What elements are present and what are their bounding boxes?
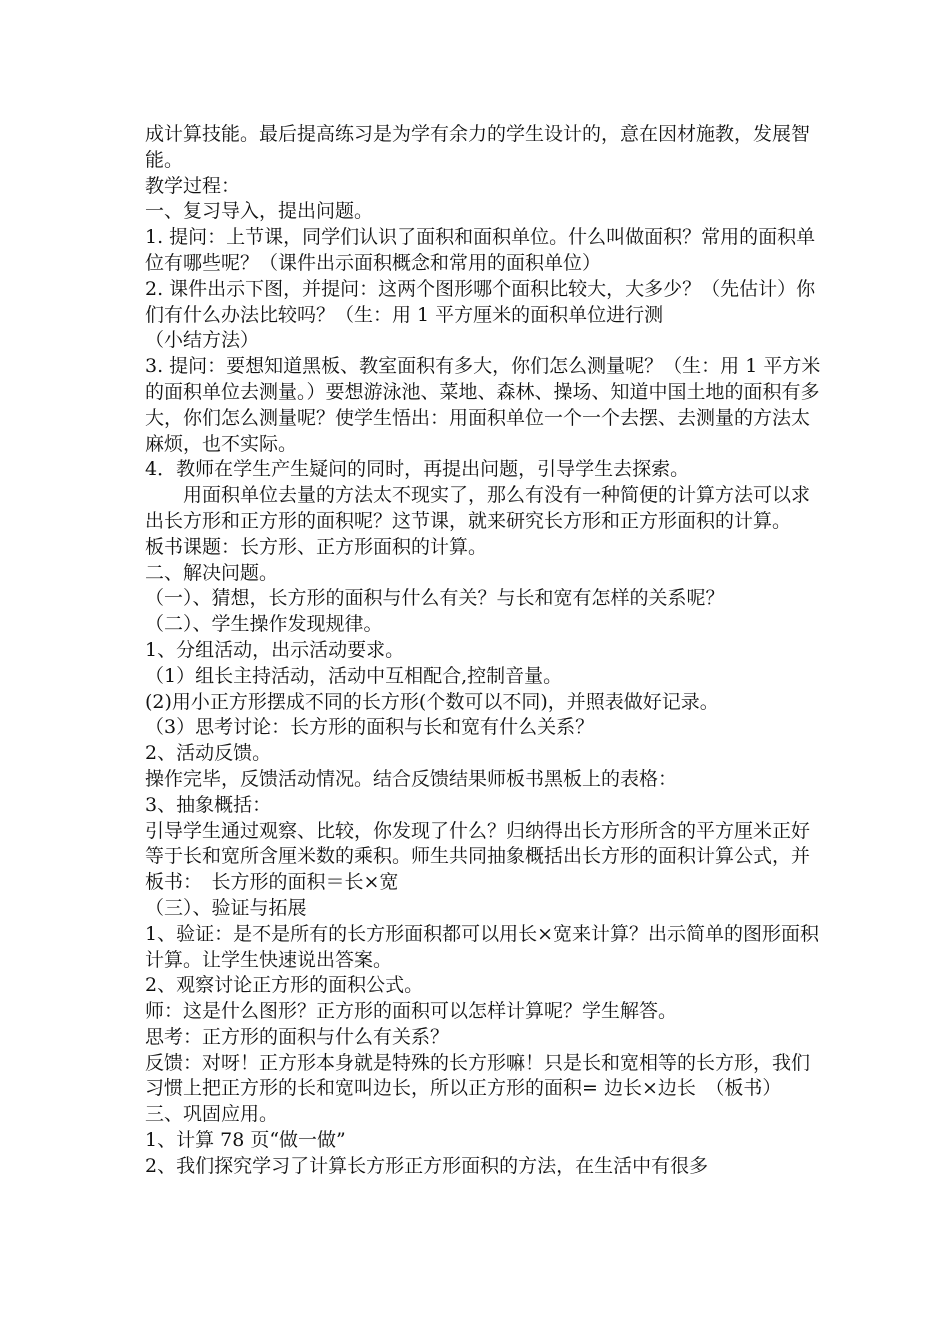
paragraph-group-activity: 1、分组活动，出示活动要求。 bbox=[145, 638, 405, 661]
paragraph-square-formula: 2、观察讨论正方形的面积公式。 bbox=[145, 974, 424, 997]
paragraph-summary-method: （小结方法） bbox=[145, 329, 260, 352]
list-item-requirement-3: （3）思考讨论：长方形的面积与长和宽有什么关系？ bbox=[145, 716, 595, 739]
paragraph-transition: 用面积单位去量的方法太不现实了，那么有没有一种简便的计算方法可以求出长方形和正方形的面积呢？这节课，就来研究长方形和正方形面积的计算。 bbox=[145, 484, 811, 532]
paragraph-question-1: 1. 提问：上节课，同学们认识了面积和面积单位。什么叫做面积？常用的面积单位有哪些呢？（课件出示面积概念和常用的面积单位） bbox=[145, 226, 816, 274]
list-item-requirement-2: (2)用小正方形摆成不同的长方形(个数可以不同)，并照表做好记录。 bbox=[145, 690, 719, 713]
paragraph-board-title: 板书课题：长方形、正方形面积的计算。 bbox=[145, 535, 488, 558]
section-heading-solve: 二、解决问题。 bbox=[145, 561, 279, 584]
section-heading-apply: 三、巩固应用。 bbox=[145, 1103, 279, 1126]
subsection-guess: （一）、猜想，长方形的面积与什么有关？与长和宽有怎样的关系呢？ bbox=[145, 587, 725, 610]
paragraph-abstract-heading: 3、抽象概括： bbox=[145, 793, 272, 816]
paragraph-feedback-square: 反馈：对呀！正方形本身就是特殊的长方形嘛！只是长和宽相等的长方形，我们习惯上把正方形的长和宽叫边长，所以正方形的面积= 边长×边长 （板书） bbox=[145, 1051, 811, 1100]
paragraph-teacher-question: 师：这是什么图形？正方形的面积可以怎样计算呢？学生解答。 bbox=[145, 1000, 678, 1023]
paragraph-think: 思考：正方形的面积与什么有关系？ bbox=[145, 1025, 450, 1048]
paragraph-question-3: 3. 提问：要想知道黑板、教室面积有多大，你们怎么测量呢？（生：用 1 平方米的面积单位去测量。）要想游泳池、菜地、森林、操场、知道中国土地的面积有多大，你们怎么测量呢？使学生悟出：用面积单位一个一个去摆、去测量的方法太麻烦，也不实际。 bbox=[145, 355, 821, 455]
section-heading-teaching-process: 教学过程： bbox=[145, 174, 241, 197]
document-body bbox=[145, 122, 825, 1180]
subsection-verify: （三）、验证与拓展 bbox=[145, 896, 307, 919]
subsection-operation: （二）、学生操作发现规律。 bbox=[145, 613, 383, 636]
paragraph-apply-1: 1、计算 78 页“做一做” bbox=[145, 1129, 346, 1152]
section-heading-review: 一、复习导入，提出问题。 bbox=[145, 200, 374, 223]
paragraph-intro-continued: 成计算技能。最后提高练习是为学有余力的学生设计的，意在因材施教，发展智能。 bbox=[145, 123, 811, 171]
paragraph-feedback-detail: 操作完毕，反馈活动情况。结合反馈结果师板书黑板上的表格： bbox=[145, 767, 678, 790]
paragraph-verify-1: 1、验证：是不是所有的长方形面积都可以用长×宽来计算？出示简单的图形面积计算。让学生快速说出答案。 bbox=[145, 922, 820, 971]
paragraph-activity-feedback: 2、活动反馈。 bbox=[145, 742, 272, 765]
paragraph-question-4: 4．教师在学生产生疑问的同时，再提出问题，引导学生去探索。 bbox=[145, 458, 690, 481]
paragraph-question-2: 2. 课件出示下图，并提问：这两个图形哪个面积比较大，大多少？（先估计）你们有什么办法比较吗？（生：用 1 平方厘米的面积单位进行测 bbox=[145, 277, 816, 326]
paragraph-apply-2: 2、我们探究学习了计算长方形正方形面积的方法，在生活中有很多 bbox=[145, 1154, 709, 1177]
paragraph-abstract-detail: 引导学生通过观察、比较，你发现了什么？归纳得出长方形所含的平方厘米正好等于长和宽所含厘米数的乘积。师生共同抽象概括出长方形的面积计算公式，并板书： 长方形的面积＝长×宽 bbox=[145, 819, 811, 894]
list-item-requirement-1: （1）组长主持活动，活动中互相配合,控制音量。 bbox=[145, 664, 563, 687]
